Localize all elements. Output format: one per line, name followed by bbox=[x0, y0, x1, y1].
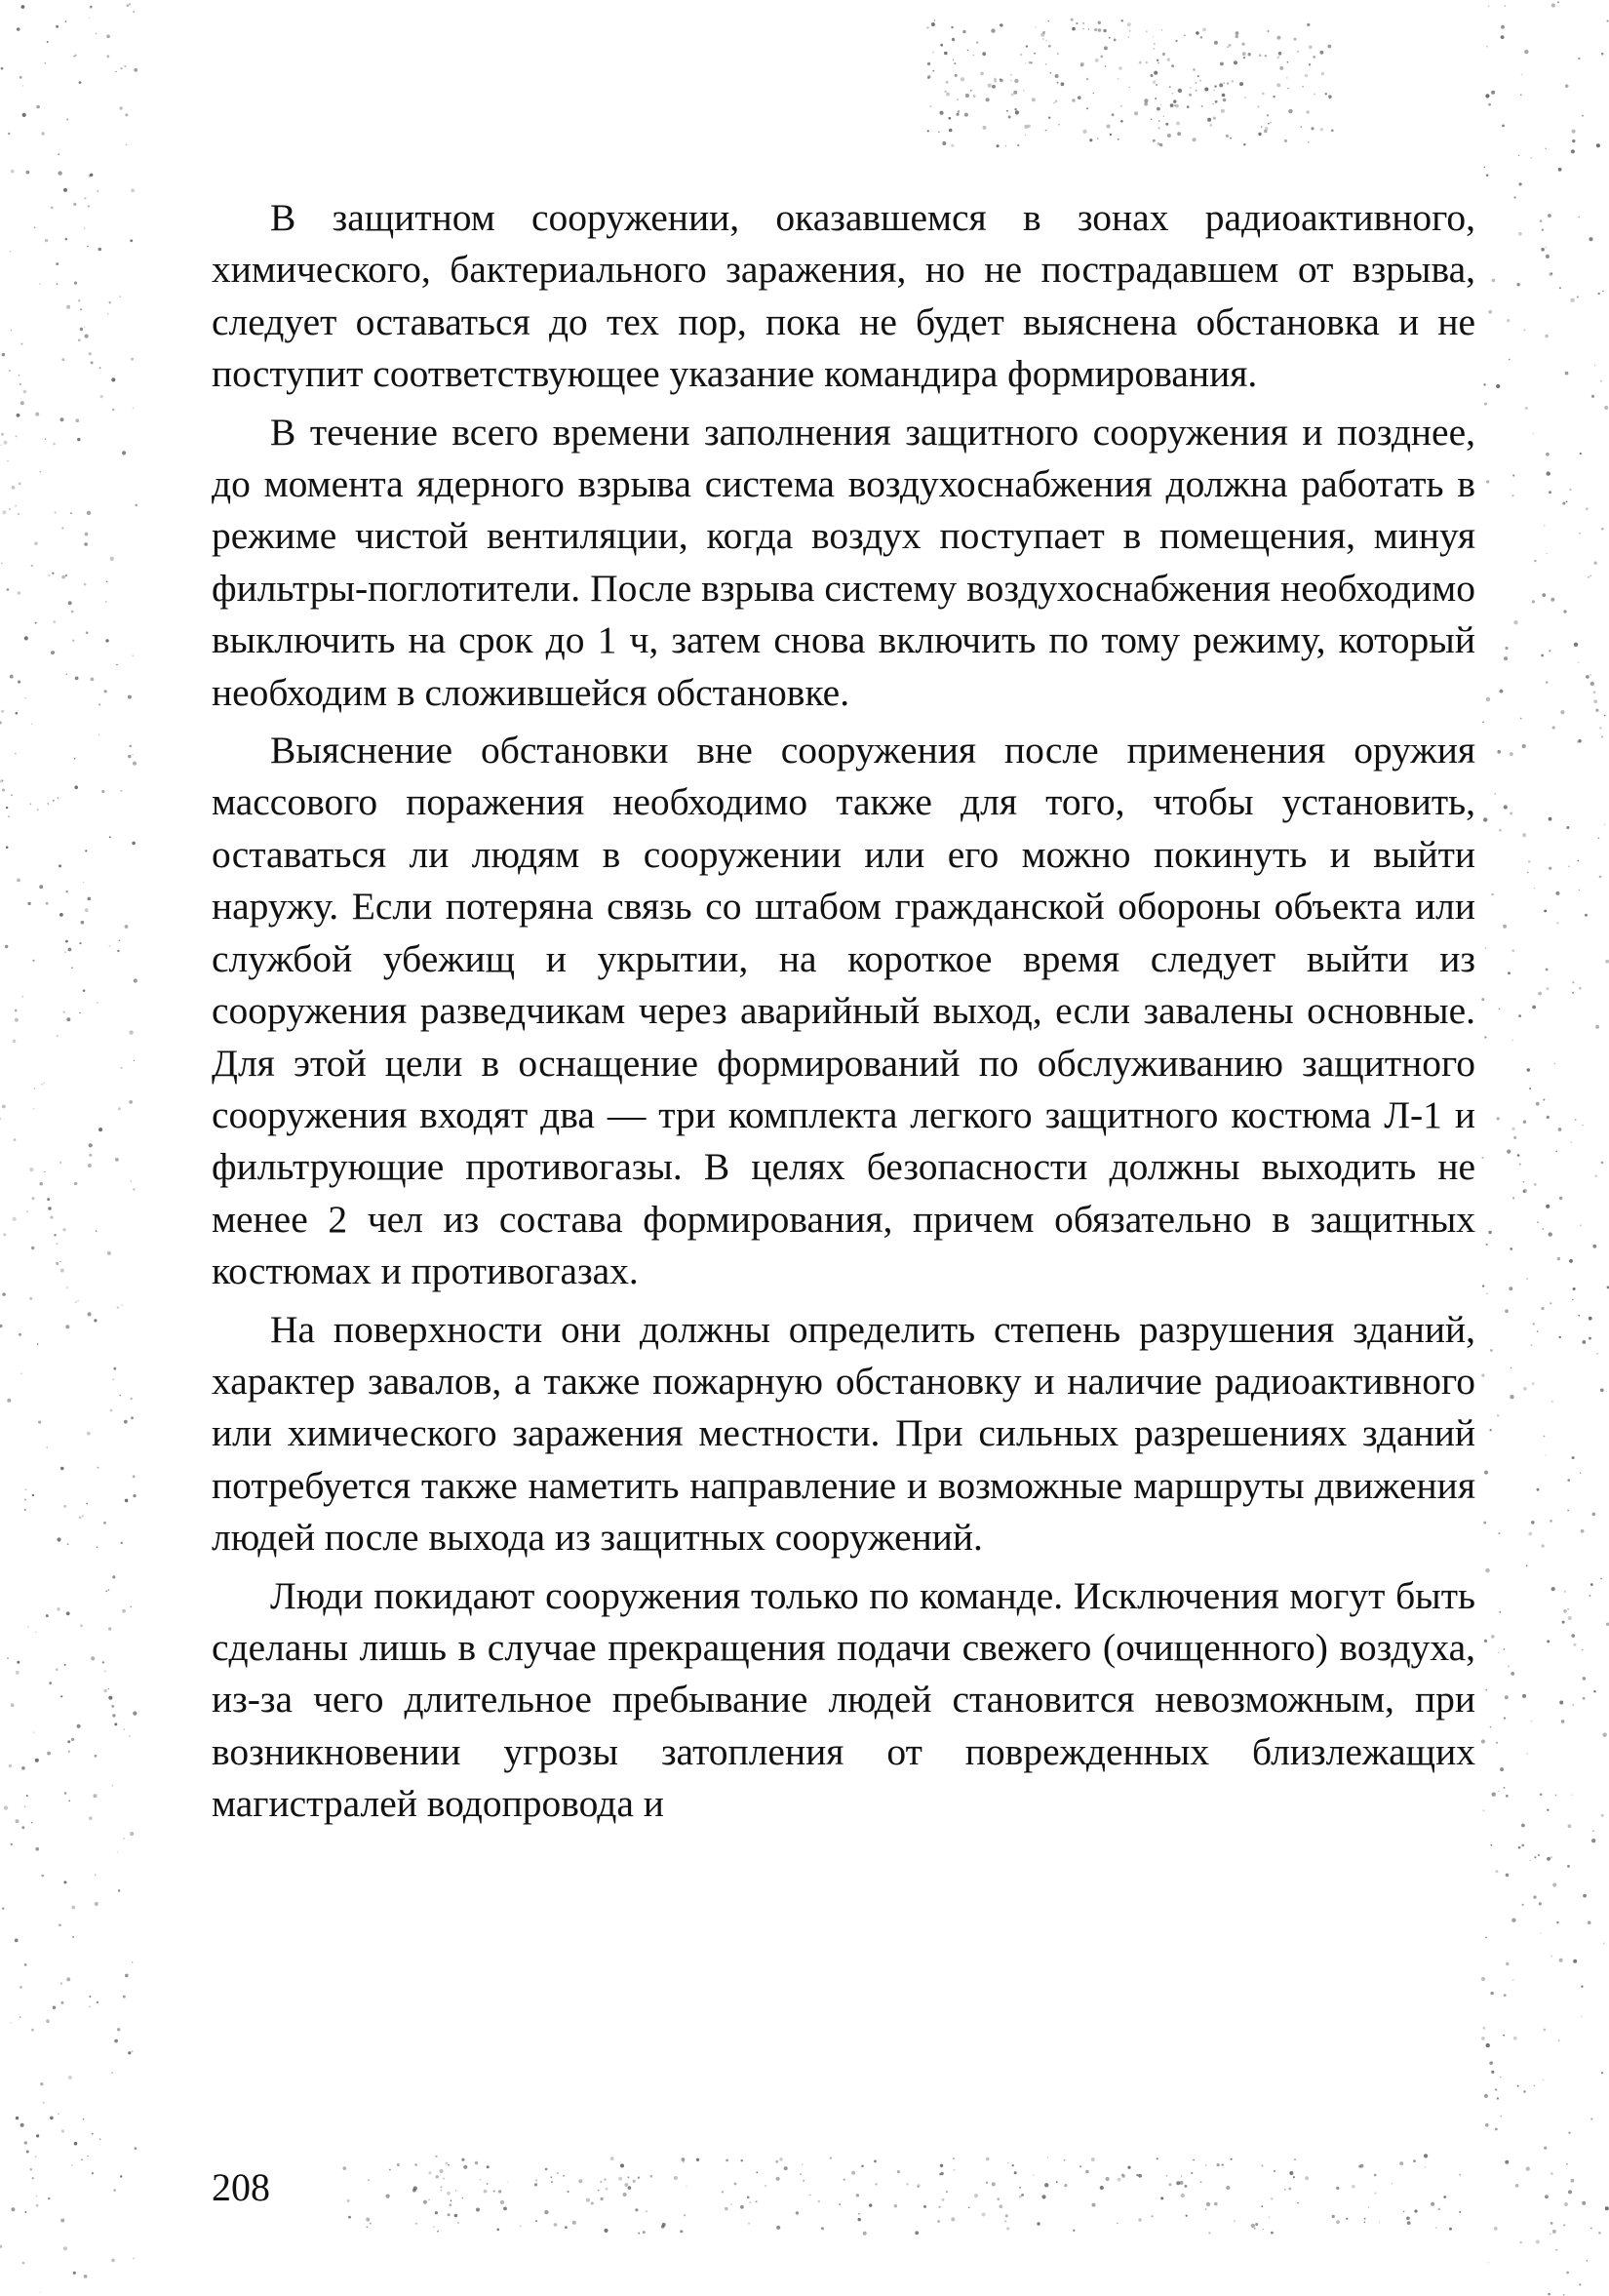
paragraph-4: На поверхности они должны определить степень разрушения зданий, характер завалов, а также пожарную обстановку и наличие радиоактивного или химического заражения местности. При сильных разрешениях зданий потребуется также наметить направление и возможные маршруты движения людей после выхода из защитных сооружений. bbox=[212, 1307, 1475, 1560]
body-text bbox=[212, 192, 1475, 1837]
paragraph-1: В защитном сооружении, оказавшемся в зонах радиоактивного, химического, бактериального заражения, но не пострадавшем от взрыва, следует оставаться до тех пор, пока не будет выяснена обстановка и не поступит соответствующее указание командира формирования. bbox=[212, 196, 1475, 396]
page-number: 208 bbox=[212, 2165, 270, 2209]
paragraph-5: Люди покидают сооружения только по команде. Исключения могут быть сделаны лишь в случае прекращения подачи свежего (очищенного) воздуха, из-за чего длительное пребывание людей становится невозможным, при возникновении угрозы затопления от поврежденных близлежащих магистралей водопровода и bbox=[212, 1573, 1475, 1826]
paragraph-3: Выяснение обстановки вне сооружения после применения оружия массового поражения необходимо также для того, чтобы установить, оставаться ли людям в сооружении или его можно покинуть и выйти наружу. Если потеряна связь со штабом гражданской обороны объекта или службой убежищ и укрытии, на короткое время следует выйти из сооружения разведчикам через аварийный выход, если завалены основные. Для этой цели в оснащение формирований по обслуживанию защитного сооружения входят два — три комплекта легкого защитного костюма Л-1 и фильтрующие противогазы. В целях безопасности должны выходить не менее 2 чел из состава формирования, причем обязательно в защитных костюмах и противогазах. bbox=[212, 729, 1475, 1293]
paragraph-2: В течение всего времени заполнения защитного сооружения и позднее, до момента ядерного взрыва система воздухоснабжения должна работать в режиме чистой вентиляции, когда воздух поступает в помещения, минуя фильтры-поглотители. После взрыва систему воздухоснабжения необходимо выключить на срок до 1 ч, затем снова включить по тому режиму, который необходим в сложившейся обстановке. bbox=[212, 410, 1475, 714]
